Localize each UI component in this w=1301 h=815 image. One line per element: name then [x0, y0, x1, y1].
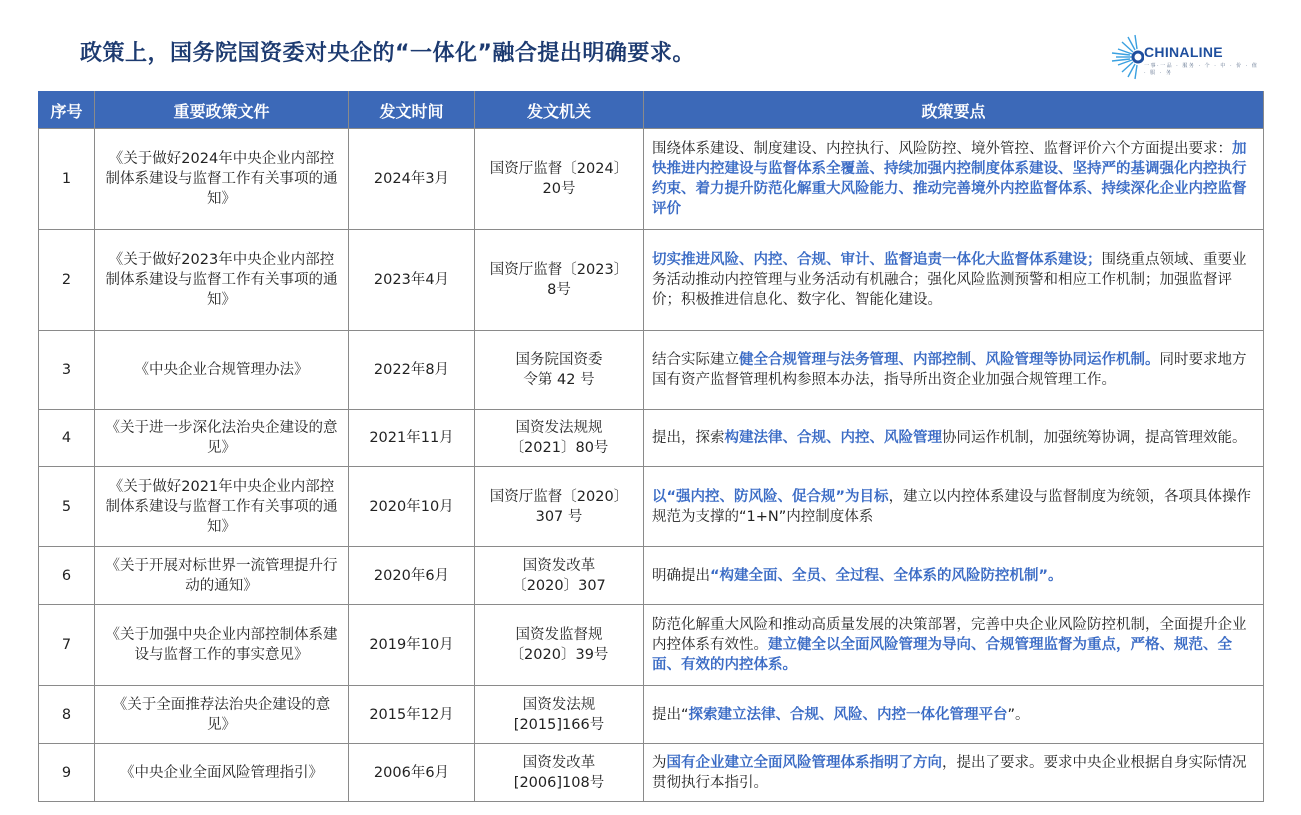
body-text: 提出“ [652, 706, 689, 723]
table-row [39, 230, 1264, 331]
cell-policy-points [644, 744, 1264, 802]
cell-issuer [475, 331, 644, 410]
table-row [39, 605, 1264, 686]
table-row [39, 547, 1264, 605]
body-text: 同时要求地方国有资产监督管理机构参照本办法，指导所出资企业加强合规管理工作。 [652, 352, 1247, 388]
issuer-line-2: 8号 [547, 282, 571, 298]
cell-document: 《中央企业合规管理办法》 [95, 331, 349, 410]
table-row [39, 410, 1264, 467]
highlighted-text: 健全合规管理与法务管理、内部控制、风险管理等协同运作机制。 [739, 352, 1160, 368]
highlighted-text: 切实推进风险、内控、合规、审计、监督追责一体化大监督体系建设； [652, 252, 1102, 268]
body-text: ，建立以内控体系建设与监督制度为统领，各项具体操作规范为支撑的“1+N”内控制度体系 [652, 488, 1252, 525]
col-header-date: 发文时间 [349, 92, 475, 129]
cell-document: 《关于做好2023年中央企业内部控制体系建设与监督工作有关事项的通知》 [95, 230, 349, 331]
body-text: 为 [652, 754, 667, 771]
table-row [39, 686, 1264, 744]
highlighted-text: 以“强内控、防风险、促合规”为目标 [652, 488, 889, 505]
highlighted-text: 构建法律、合规、内控、风险管理 [724, 430, 942, 446]
cell-date: 2023年4月 [349, 230, 475, 331]
cell-policy-points [644, 410, 1264, 467]
cell-date: 2020年6月 [349, 547, 475, 605]
cell-date: 2006年6月 [349, 744, 475, 802]
cell-no: 7 [39, 605, 95, 686]
issuer-line-1: 国资发监督规 [515, 627, 603, 643]
issuer-line-2: 20号 [542, 181, 576, 197]
table-row [39, 744, 1264, 802]
cell-policy-points [644, 547, 1264, 605]
highlighted-text: “构建全面、全员、全过程、全体系的风险防控机制”。 [710, 567, 1063, 584]
issuer-line-2: 307 号 [535, 508, 583, 525]
highlighted-text: 建立健全以全面风险管理为导向、合规管理监督为重点，严格、规范、全面、有效的内控体系。 [652, 637, 1232, 673]
cell-no: 4 [39, 410, 95, 467]
body-text: 围绕重点领域、重要业务活动推动内控管理与业务活动有机融合；强化风险监测预警和相应工作机制；加强监督评价；积极推进信息化、数字化、智能化建设。 [652, 252, 1247, 308]
cell-policy-points [644, 605, 1264, 686]
logo-tagline: 一事·一品 · 服务 · 个 · 中 · 价 · 值 · 服 · 务 [1144, 63, 1259, 76]
issuer-line-1: 国资厅监督〔2024〕 [489, 161, 629, 177]
cell-date: 2024年3月 [349, 129, 475, 230]
page-title: 政策上，国务院国资委对央企的“一体化”融合提出明确要求。 [80, 41, 695, 66]
table-header-row [39, 92, 1264, 129]
issuer-line-1: 国资厅监督〔2023〕 [489, 262, 629, 278]
body-text: ”。 [1007, 706, 1030, 723]
cell-policy-points [644, 686, 1264, 744]
cell-document: 《中央企业全面风险管理指引》 [95, 744, 349, 802]
cell-date: 2020年10月 [349, 467, 475, 547]
cell-date: 2019年10月 [349, 605, 475, 686]
highlighted-text: 国有企业建立全面风险管理体系指明了方向 [666, 754, 942, 771]
logo-name: CHINALINE [1144, 44, 1223, 60]
cell-no: 6 [39, 547, 95, 605]
cell-date: 2015年12月 [349, 686, 475, 744]
company-logo [1110, 32, 1260, 82]
highlighted-text: 探索建立法律、合规、风险、内控一体化管理平台 [688, 706, 1008, 723]
col-header-document: 重要政策文件 [95, 92, 349, 129]
cell-document: 《关于做好2024年中央企业内部控制体系建设与监督工作有关事项的通知》 [95, 129, 349, 230]
cell-policy-points [644, 230, 1264, 331]
issuer-line-2: [2006]108号 [513, 774, 605, 791]
cell-document: 《关于加强中央企业内部控制体系建设与监督工作的事实意见》 [95, 605, 349, 686]
issuer-line-1: 国资发法规 [522, 696, 596, 713]
table-row [39, 129, 1264, 230]
issuer-line-2: 令第 42 号 [523, 372, 595, 388]
body-text: ，提出了要求。要求中央企业根据自身实际情况贯彻执行本指引。 [652, 754, 1247, 791]
body-text: 协同运作机制，加强统筹协调，提高管理效能。 [942, 430, 1247, 446]
issuer-line-1: 国资厅监督〔2020〕 [489, 488, 629, 505]
sunburst-logo-icon [1110, 34, 1144, 80]
cell-issuer [475, 129, 644, 230]
cell-issuer [475, 230, 644, 331]
issuer-line-1: 国务院国资委 [515, 352, 603, 368]
cell-issuer [475, 686, 644, 744]
cell-issuer [475, 744, 644, 802]
issuer-line-1: 国资发改革 [522, 557, 596, 574]
cell-no: 1 [39, 129, 95, 230]
cell-no: 8 [39, 686, 95, 744]
col-header-points: 政策要点 [644, 92, 1264, 129]
cell-date: 2022年8月 [349, 331, 475, 410]
cell-issuer [475, 410, 644, 467]
cell-issuer [475, 605, 644, 686]
cell-no: 9 [39, 744, 95, 802]
issuer-line-1: 国资发改革 [522, 754, 596, 771]
issuer-line-1: 国资发法规规 [515, 420, 603, 436]
cell-document: 《关于做好2021年中央企业内部控制体系建设与监督工作有关事项的通知》 [95, 467, 349, 547]
issuer-line-2: 〔2020〕39号 [509, 647, 609, 663]
body-text: 明确提出 [652, 567, 710, 584]
table-row [39, 467, 1264, 547]
cell-no: 2 [39, 230, 95, 331]
highlighted-text: 加快推进内控建设与监督体系全覆盖、持续加强内控制度体系建设、坚持严的基调强化内控执行约束、着力提升防范化解重大风险能力、推动完善境外内控监督体系、持续深化企业内控监督评价 [652, 141, 1247, 217]
cell-document: 《关于开展对标世界一流管理提升行动的通知》 [95, 547, 349, 605]
issuer-line-2: 〔2020〕307 [512, 577, 606, 594]
cell-policy-points [644, 467, 1264, 547]
issuer-line-2: [2015]166号 [513, 716, 605, 733]
issuer-line-2: 〔2021〕80号 [509, 440, 609, 456]
cell-policy-points [644, 129, 1264, 230]
col-header-no: 序号 [39, 92, 95, 129]
body-text: 结合实际建立 [652, 352, 739, 368]
body-text: 围绕体系建设、制度建设、内控执行、风险防控、境外管控、监督评价六个方面提出要求： [652, 141, 1232, 157]
col-header-issuer: 发文机关 [475, 92, 644, 129]
cell-no: 5 [39, 467, 95, 547]
body-text: 提出，探索 [652, 430, 725, 446]
cell-document: 《关于全面推荐法治央企建设的意见》 [95, 686, 349, 744]
cell-document: 《关于进一步深化法治央企建设的意见》 [95, 410, 349, 467]
cell-date: 2021年11月 [349, 410, 475, 467]
table-row [39, 331, 1264, 410]
policy-table [38, 91, 1264, 802]
cell-policy-points [644, 331, 1264, 410]
cell-issuer [475, 547, 644, 605]
cell-issuer [475, 467, 644, 547]
body-text: 防范化解重大风险和推动高质量发展的决策部署，完善中央企业风险防控机制，全面提升企业内控体系有效性。 [652, 617, 1247, 653]
cell-no: 3 [39, 331, 95, 410]
